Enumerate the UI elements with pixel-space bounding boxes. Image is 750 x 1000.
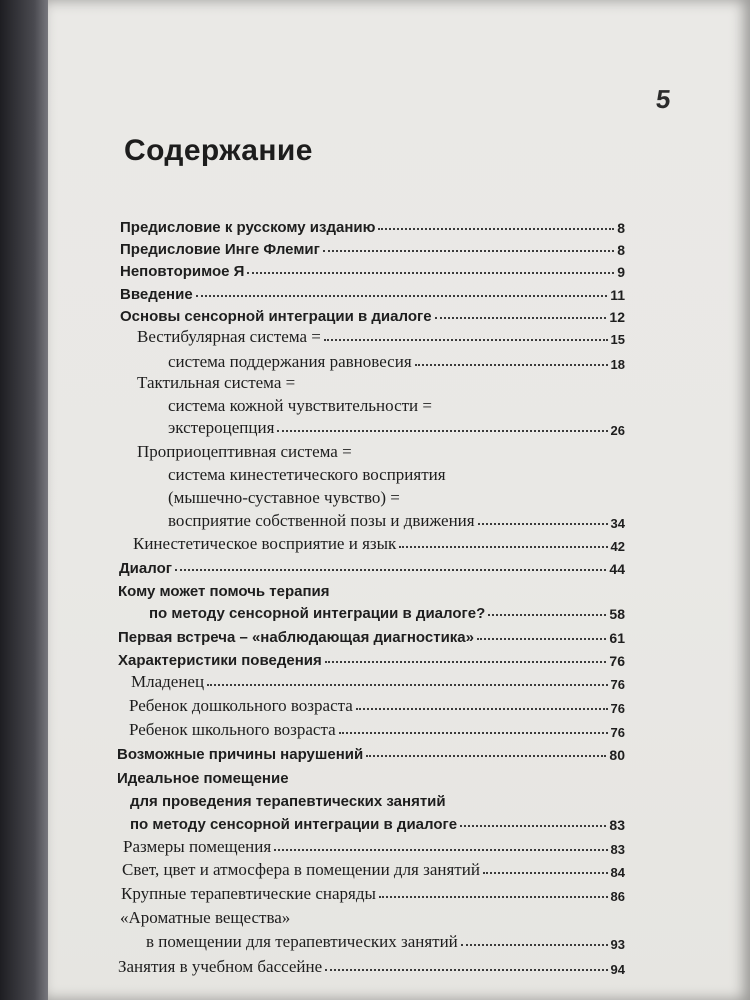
toc-entry-title: Занятия в учебном бассейне <box>118 957 323 976</box>
dot-leader <box>277 430 607 432</box>
dot-leader <box>323 250 614 252</box>
toc-entry-title: Размеры помещения <box>123 837 272 856</box>
toc-entry <box>120 301 625 325</box>
toc-entry-title: система кинестетического восприятия <box>168 465 446 484</box>
toc-entry-title: для проведения терапевтических занятий <box>130 793 446 810</box>
dot-leader <box>325 969 607 971</box>
toc-entry-page: 34 <box>610 516 625 531</box>
toc-entry-page: 93 <box>610 937 625 952</box>
dot-leader <box>378 228 614 230</box>
dot-leader <box>478 523 608 525</box>
toc-entry <box>129 716 625 740</box>
dot-leader <box>435 317 607 319</box>
toc-entry <box>133 530 625 554</box>
dot-leader <box>488 614 606 616</box>
toc-entry-title: Кинестетическое восприятие и язык <box>133 534 397 553</box>
dot-leader <box>356 708 608 710</box>
toc-entry-page: 83 <box>610 842 625 857</box>
toc-entry <box>118 953 625 977</box>
toc-entry-page: 76 <box>610 701 625 716</box>
toc-entry-page: 9 <box>617 264 625 280</box>
dot-leader <box>324 339 608 341</box>
toc-entry <box>122 856 625 880</box>
toc-entry-page: 42 <box>610 539 625 554</box>
toc-entry-page: 94 <box>610 962 625 977</box>
toc-entry-title: восприятие собственной позы и движения <box>168 511 475 530</box>
dot-leader <box>196 295 608 297</box>
toc-entry-title: Ребенок дошкольного возраста <box>129 696 353 715</box>
toc-entry-title: Вестибулярная система = <box>137 327 321 346</box>
toc-entry <box>117 763 625 787</box>
toc-entry <box>168 414 625 438</box>
toc-entry-page: 84 <box>610 865 625 880</box>
toc-entry <box>149 598 625 622</box>
toc-entry-title: по методу сенсорной интеграции в диалоге? <box>149 605 486 622</box>
page-title: Содержание <box>124 134 313 167</box>
toc-entry <box>146 928 625 952</box>
toc-entry-title: Младенец <box>131 672 205 691</box>
toc-entry <box>118 576 625 600</box>
toc-entry <box>120 256 625 280</box>
toc-entry-page: 76 <box>610 725 625 740</box>
toc-entry-page: 26 <box>610 423 625 438</box>
toc-entry-page: 86 <box>610 889 625 904</box>
toc-entry-title: в помещении для терапевтических занятий <box>146 932 458 951</box>
toc-entry-title: по методу сенсорной интеграции в диалоге <box>130 816 458 833</box>
toc-entry-title: Ребенок школьного возраста <box>129 720 336 739</box>
toc-entry <box>129 692 625 716</box>
toc-entry-title: Основы сенсорной интеграции в диалоге <box>120 308 432 325</box>
toc-entry-title: Кому может помочь терапия <box>118 583 330 600</box>
toc-entry-title: система кожной чувствительности = <box>168 396 432 415</box>
dot-leader <box>379 896 608 898</box>
dot-leader <box>366 755 606 757</box>
toc-entry-title: Предисловие Инге Флемиг <box>120 241 320 258</box>
toc-entry-title: Возможные причины нарушений <box>117 746 364 763</box>
toc-entry-page: 58 <box>609 606 625 622</box>
dot-leader <box>175 569 606 571</box>
toc-entry-title: Диалог <box>119 560 172 577</box>
toc-entry-page: 83 <box>609 817 625 833</box>
toc-entry <box>120 904 625 928</box>
toc-entry-page: 15 <box>610 332 625 347</box>
toc-entry-title: система поддержания равновесия <box>168 352 412 371</box>
toc-entry <box>117 739 625 763</box>
toc-entry-title: Идеальное помещение <box>117 770 289 787</box>
toc-entry <box>130 809 625 833</box>
dot-leader <box>460 825 606 827</box>
dot-leader <box>477 638 606 640</box>
toc-entry-page: 11 <box>610 287 625 303</box>
dot-leader <box>415 364 608 366</box>
toc-entry <box>168 484 625 508</box>
toc-entry <box>130 786 625 810</box>
dot-leader <box>399 546 607 548</box>
toc-entry <box>119 553 625 577</box>
toc-entry <box>137 438 625 462</box>
dot-leader <box>207 684 607 686</box>
toc-entry-title: Введение <box>120 286 193 303</box>
toc-entry <box>168 392 625 416</box>
toc-entry-title: экстероцепция <box>168 418 275 437</box>
dot-leader <box>247 272 614 274</box>
toc-entry-title: Предисловие к русскому изданию <box>120 219 376 236</box>
toc-entry-title: Неповторимое Я <box>120 263 245 280</box>
dot-leader <box>274 849 607 851</box>
toc-entry <box>118 645 625 669</box>
toc-entry-title: Свет, цвет и атмосфера в помещении для занятий <box>122 860 480 879</box>
toc-entry <box>123 833 625 857</box>
toc-entry-title: Крупные терапевтические снаряды <box>121 884 376 903</box>
toc-entry <box>137 369 625 393</box>
toc-entry-page: 44 <box>609 561 625 577</box>
toc-entry-page: 80 <box>609 747 625 763</box>
toc-entry <box>118 622 625 646</box>
toc-entry-title: «Ароматные вещества» <box>120 908 291 927</box>
toc-entry-title: Тактильная система = <box>137 373 296 392</box>
toc-entry <box>121 880 625 904</box>
toc-entry <box>120 279 625 303</box>
toc-entry-title: (мышечно-суставное чувство) = <box>168 488 400 507</box>
toc-entry <box>168 507 625 531</box>
page-number: 5 <box>654 84 673 114</box>
toc-entry-title: Характеристики поведения <box>118 652 322 669</box>
toc-entry <box>168 461 625 485</box>
dot-leader <box>325 661 607 663</box>
toc-entry-page: 8 <box>617 242 625 258</box>
toc-entry-page: 18 <box>610 357 625 372</box>
dot-leader <box>461 944 608 946</box>
toc-entry-page: 76 <box>609 653 625 669</box>
dot-leader <box>483 872 608 874</box>
toc-entry-page: 61 <box>609 630 625 646</box>
toc-entry-page: 76 <box>610 677 625 692</box>
toc-entry <box>120 212 625 236</box>
toc-entry-page: 8 <box>617 220 625 236</box>
dot-leader <box>339 732 608 734</box>
toc-entry-title: Первая встреча – «наблюдающая диагностика» <box>118 629 474 646</box>
toc-entry <box>120 234 625 258</box>
toc-entry <box>137 323 625 347</box>
toc-entry <box>131 668 625 692</box>
toc-entry-title: Проприоцептивная система = <box>137 442 352 461</box>
toc-entry-page: 12 <box>609 309 625 325</box>
